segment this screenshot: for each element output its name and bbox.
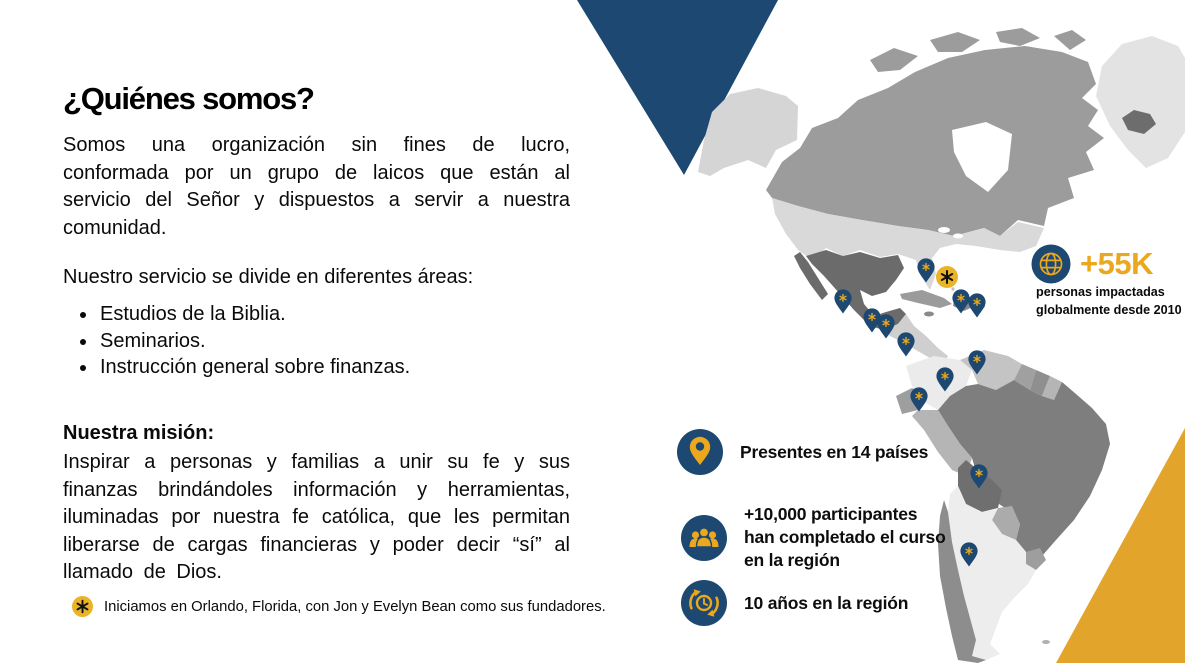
map-region-falklands <box>1042 640 1050 644</box>
stat-countries <box>677 429 928 475</box>
stat-text: +10,000 participantes <box>744 504 918 524</box>
map-region-jamaica <box>924 312 934 317</box>
map-great-lakes <box>953 234 963 239</box>
asterisk-icon <box>71 595 94 618</box>
map-pin <box>968 293 985 317</box>
list-item: • Seminarios. <box>98 328 410 355</box>
stat-text: en la región <box>744 550 840 570</box>
location-pin-icon <box>677 429 723 475</box>
services-lead: Nuestro servicio se divide en diferentes áreas: <box>63 266 474 288</box>
stat-participants <box>681 503 946 572</box>
mission-heading: Nuestra misión: <box>63 422 215 444</box>
stat-text: Presentes en 14 países <box>740 441 929 462</box>
map-great-lakes <box>938 227 950 233</box>
stat-text: 10 años en la región <box>744 592 909 613</box>
map-pin <box>834 289 851 313</box>
people-group-icon <box>681 515 727 561</box>
map-region-cuba <box>900 290 952 308</box>
page-title: ¿Quiénes somos? <box>63 80 314 116</box>
impact-value: +55K <box>1080 246 1153 281</box>
globe-icon <box>1031 244 1071 284</box>
list-item: • Instrucción general sobre finanzas. <box>98 354 410 381</box>
list-item: • Estudios de la Biblia. <box>98 301 410 328</box>
impact-caption-line: globalmente desde 2010 <box>1036 303 1182 318</box>
impact-caption <box>1036 283 1185 320</box>
map-region-greenland <box>1096 36 1185 168</box>
founders-note <box>71 595 606 618</box>
mission-paragraph: Inspirar a personas y familias a unir su fe y sus finanzas brindándoles información y herramientas, iluminadas por nuestra fe católica, que les permitan liberarse de cargas financieras y poder decir “sí” al llamado de Dios. <box>63 451 570 583</box>
impact-stat <box>1031 244 1153 284</box>
map-pin <box>897 332 914 356</box>
stat-years <box>681 580 908 626</box>
renewal-clock-icon <box>681 580 727 626</box>
impact-caption-line: personas impactadas <box>1036 285 1165 299</box>
map-pin <box>952 289 969 313</box>
services-list <box>63 301 410 381</box>
stat-text: han completado el curso <box>744 527 946 547</box>
map-region-bahamas <box>951 287 954 290</box>
origin-asterisk-marker <box>936 266 958 288</box>
founders-note-text: Iniciamos en Orlando, Florida, con Jon y Evelyn Bean como sus fundadores. <box>104 598 606 615</box>
intro-paragraph: Somos una organización sin fines de lucro, conformada por un grupo de laicos que están al servicio del Señor y dispuestos a servir a nuestra comunidad. <box>63 134 570 239</box>
